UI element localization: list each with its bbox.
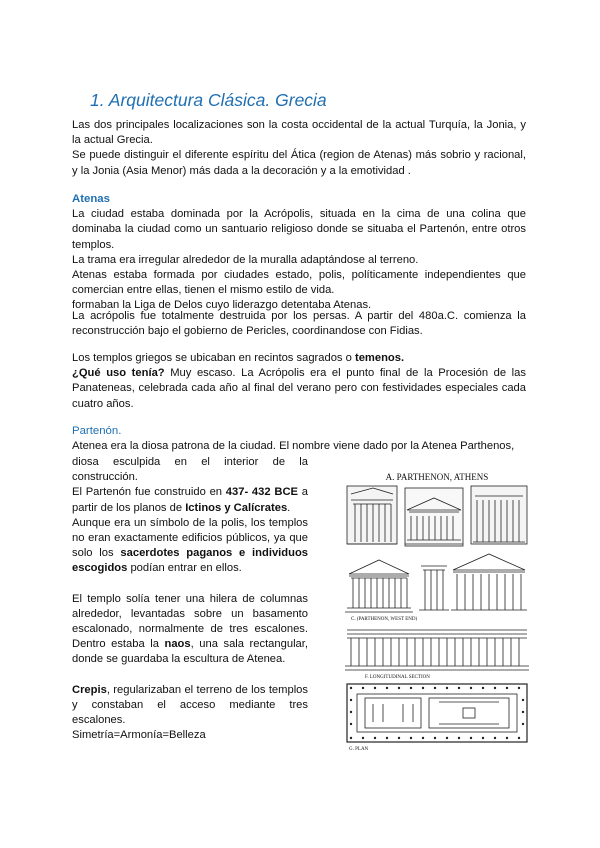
atenas-heading: Atenas bbox=[72, 193, 110, 205]
columns-text: El templo solía tener una hilera de columnas alrededor, levantadas sobre un basamento escalonado, normalmente de tres escalones. Dentro estaba la bbox=[72, 592, 308, 651]
columns-end: , una sala rectangular, donde se guardaba la escultura de Atenea. bbox=[72, 638, 308, 666]
acropolis-paragraph: La acrópolis fue totalmente destruida por los persas. A partir del 480a.C. comienza la reconstrucción bajo el gobierno de Pericles, coordinandose con Fidias. bbox=[72, 310, 526, 338]
uso-answer: Muy escaso. La Acrópolis era el punto final de la Procesión de las Panateneas, celebrada cada año al final del verano pero con festividades especiales cada cuatro años. bbox=[72, 367, 526, 410]
atenas-section bbox=[72, 192, 526, 314]
corner-detail bbox=[419, 566, 449, 610]
figure-title: A. PARTHENON, ATHENS bbox=[385, 472, 489, 482]
architects: Ictinos y Calícrates bbox=[185, 501, 288, 514]
partenon-heading-block bbox=[72, 424, 526, 454]
built-dates: 437- 432 BCE bbox=[225, 486, 298, 499]
symbol-text: Aunque era un símbolo de la polis, los templos no eran exactamente edificios públicos, ya que solo los bbox=[72, 516, 308, 560]
partenon-line-2: diosa esculpida en el interior de la construcción. bbox=[72, 456, 308, 484]
atenas-line-4: formaban la Liga de Delos cuyo liderazgo detentaba Atenas. bbox=[72, 299, 372, 312]
ruin-sketch-right bbox=[471, 486, 527, 544]
built-end: . bbox=[287, 501, 291, 514]
templos-line bbox=[72, 351, 526, 366]
caption-c: C. (PARTHENON, WEST END) bbox=[351, 617, 418, 622]
built-mid: a partir de los planos de bbox=[72, 486, 308, 514]
temenos-term: temenos. bbox=[354, 352, 405, 364]
parthenon-drawing bbox=[343, 470, 531, 752]
intro-line-2: Se puede distinguir el diferente espíritu del Ática (region de Atenas) más sobrio y racional, y la Jonia (Asia Menor) más dada a la decoración y a la emotividad . bbox=[72, 149, 526, 177]
symbol-paragraph bbox=[72, 516, 308, 577]
intro-line-1: Las dos principales localizaciones son la costa occidental de la actual Turquía, la Jonia, y la actual Grecia. bbox=[72, 119, 526, 147]
columns-paragraph bbox=[72, 592, 308, 668]
longitudinal-section bbox=[345, 630, 529, 680]
crepis-paragraph bbox=[72, 683, 308, 729]
naos-term: naos bbox=[164, 638, 191, 651]
crepis-text: , regularizaban el terreno de los templos y constaban el acceso mediante tres escalones. bbox=[72, 683, 308, 727]
built-paragraph bbox=[72, 485, 308, 515]
page-title: 1. Arquitectura Clásica. Grecia bbox=[90, 90, 327, 110]
priests-term: sacerdotes paganos e individuos escogidos bbox=[72, 547, 308, 575]
symbol-end: podían entrar en ellos. bbox=[127, 562, 242, 575]
partenon-line-1: Atenea era la diosa patrona de la ciudad. El nombre viene dado por la Atenea Parthenos, bbox=[72, 440, 515, 453]
ruin-sketch-left bbox=[347, 486, 397, 544]
parthenon-illustration bbox=[343, 470, 531, 752]
intro-paragraph bbox=[72, 118, 526, 179]
ruin-sketch-center bbox=[405, 488, 463, 546]
crepis-term: Crepis bbox=[72, 683, 107, 696]
partenon-heading: Partenón. bbox=[72, 425, 122, 437]
caption-f: F. LONGITUDINAL SECTION bbox=[365, 675, 430, 680]
front-elevation bbox=[345, 560, 417, 622]
side-temple-elevation bbox=[451, 554, 527, 610]
uso-paragraph bbox=[72, 366, 526, 412]
templos-text: Los templos griegos se ubicaban en recintos sagrados o bbox=[72, 352, 355, 364]
atenas-line-2: La trama era irregular alrededor de la muralla adaptándose al terreno. bbox=[72, 253, 419, 266]
atenas-line-1: La ciudad estaba dominada por la Acrópolis, situada en la cima de una colina que dominaba la ciudad como un santuario religioso donde se situaba el Partenón, entre otros templos. bbox=[72, 208, 526, 251]
atenas-line-3: Atenas estaba formada por ciudades estado, polis, políticamente independientes que comercian entre ellas, tienen el mismo estilo de vida. bbox=[72, 269, 526, 297]
spacer bbox=[72, 668, 308, 683]
temple-plan bbox=[347, 684, 527, 752]
templos-paragraph bbox=[72, 351, 526, 412]
spacer bbox=[72, 577, 308, 592]
partenon-body bbox=[72, 455, 308, 743]
built-text: El Partenón fue construido en bbox=[72, 486, 226, 499]
caption-g: G. PLAN bbox=[349, 747, 369, 752]
simetria-line: Simetría=Armonía=Belleza bbox=[72, 729, 206, 742]
uso-question: ¿Qué uso tenía? bbox=[72, 367, 165, 380]
